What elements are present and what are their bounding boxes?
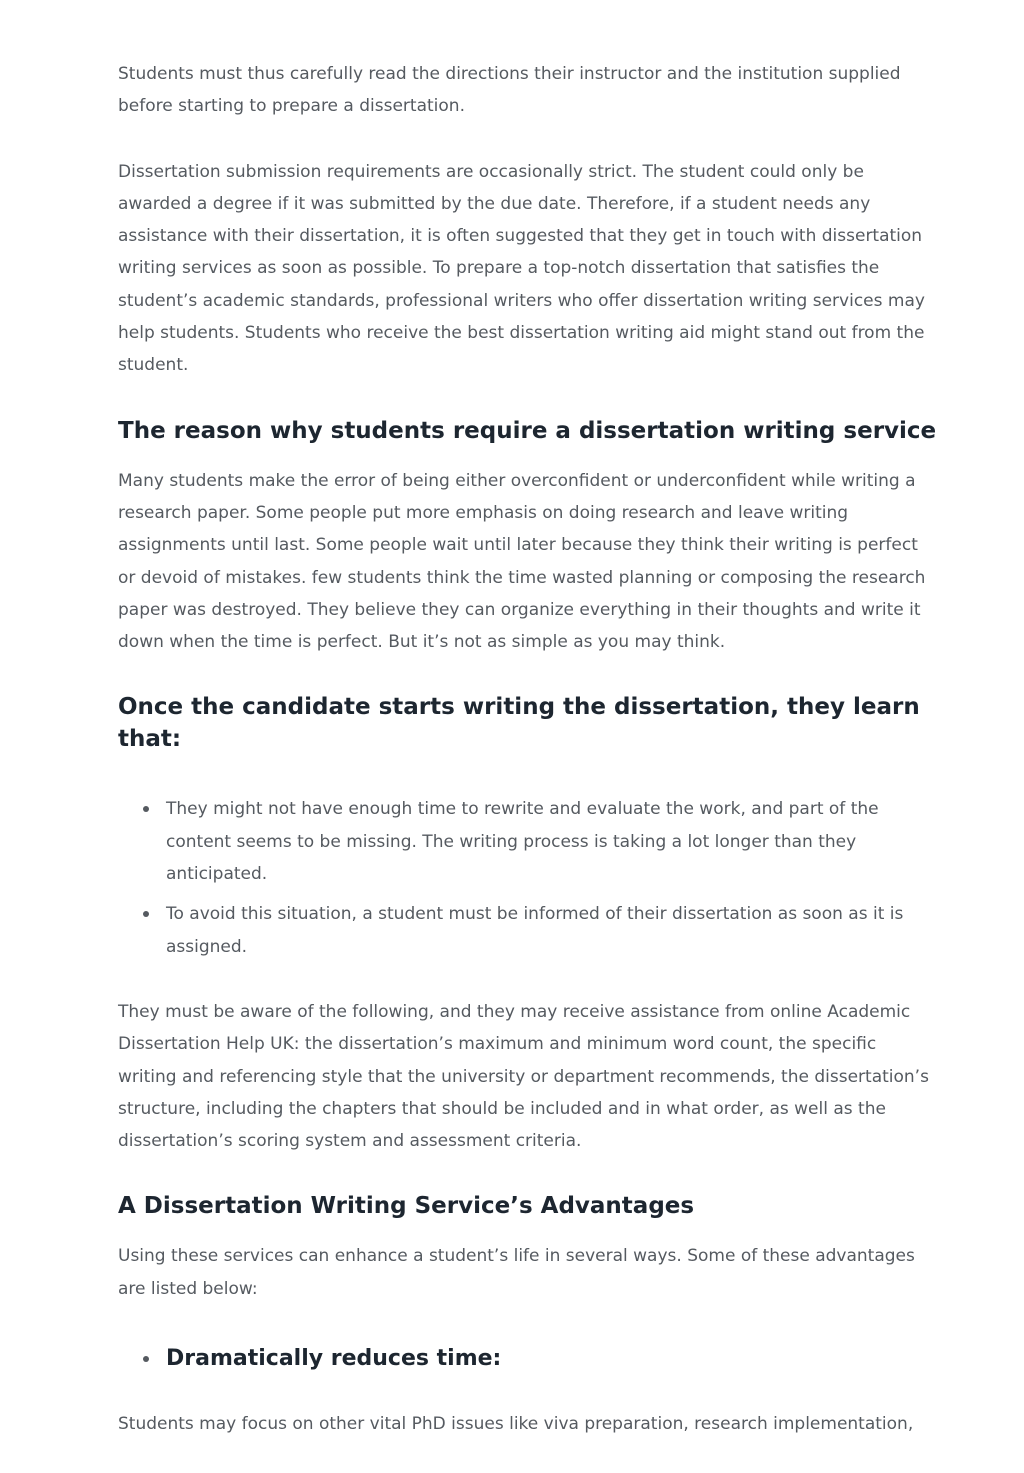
awareness-paragraph: They must be aware of the following, and they may receive assistance from online Academic Dissertation Help UK: the dissertation’s maximum and minimum word count, the specific writing and referencing style that the university or department recommends, the dissertation’s structure, including the chapters that should be included and in what order, as well as the dissertation’s scoring system and assessment criteria. xyxy=(118,1001,929,1152)
time-reduction-paragraph: Students may focus on other vital PhD issues like viva preparation, research implementation, xyxy=(118,1414,914,1435)
list-item: To avoid this situation, a student must be informed of their dissertation as soon as it is assigned. xyxy=(166,898,938,963)
section-heading-advantages: A Dissertation Writing Service’s Advantages xyxy=(118,1193,695,1220)
list-item: They might not have enough time to rewrite and evaluate the work, and part of the content seems to be missing. The writing process is taking a lot longer than they anticipated. xyxy=(166,793,938,890)
advantages-paragraph: Using these services can enhance a student’s life in several ways. Some of these advantages are listed below: xyxy=(118,1246,915,1299)
article-body xyxy=(118,58,938,1473)
candidate-bullet-list xyxy=(118,793,938,962)
intro-paragraph: Students must thus carefully read the directions their instructor and the institution supplied before starting to prepare a dissertation. xyxy=(118,64,901,117)
submission-requirements-paragraph: Dissertation submission requirements are occasionally strict. The student could only be awarded a degree if it was submitted by the due date. Therefore, if a student needs any assistance with their dissertation, it is often suggested that they get in touch with dissertation writing services as soon as possible. To prepare a top-notch dissertation that satisfies the student’s academic standards, professional writers who offer dissertation writing services may help students. Students who receive the best dissertation writing aid might stand out from the student. xyxy=(118,161,925,376)
section-heading-candidate: Once the candidate starts writing the dissertation, they learn that: xyxy=(118,694,920,753)
reason-paragraph: Many students make the error of being either overconfident or underconfident while writing a research paper. Some people put more emphasis on doing research and leave writing assignments until last. Some people wait until later because they think their writing is perfect or devoid of mistakes. few students think the time wasted planning or composing the research paper was destroyed. They believe they can organize everything in their thoughts and write it down when the time is perfect. But it’s not as simple as you may think. xyxy=(118,470,926,653)
advantages-bullet-list xyxy=(118,1343,938,1375)
section-heading-reason: The reason why students require a dissertation writing service xyxy=(118,417,937,444)
list-item: Dramatically reduces time: xyxy=(166,1343,938,1375)
